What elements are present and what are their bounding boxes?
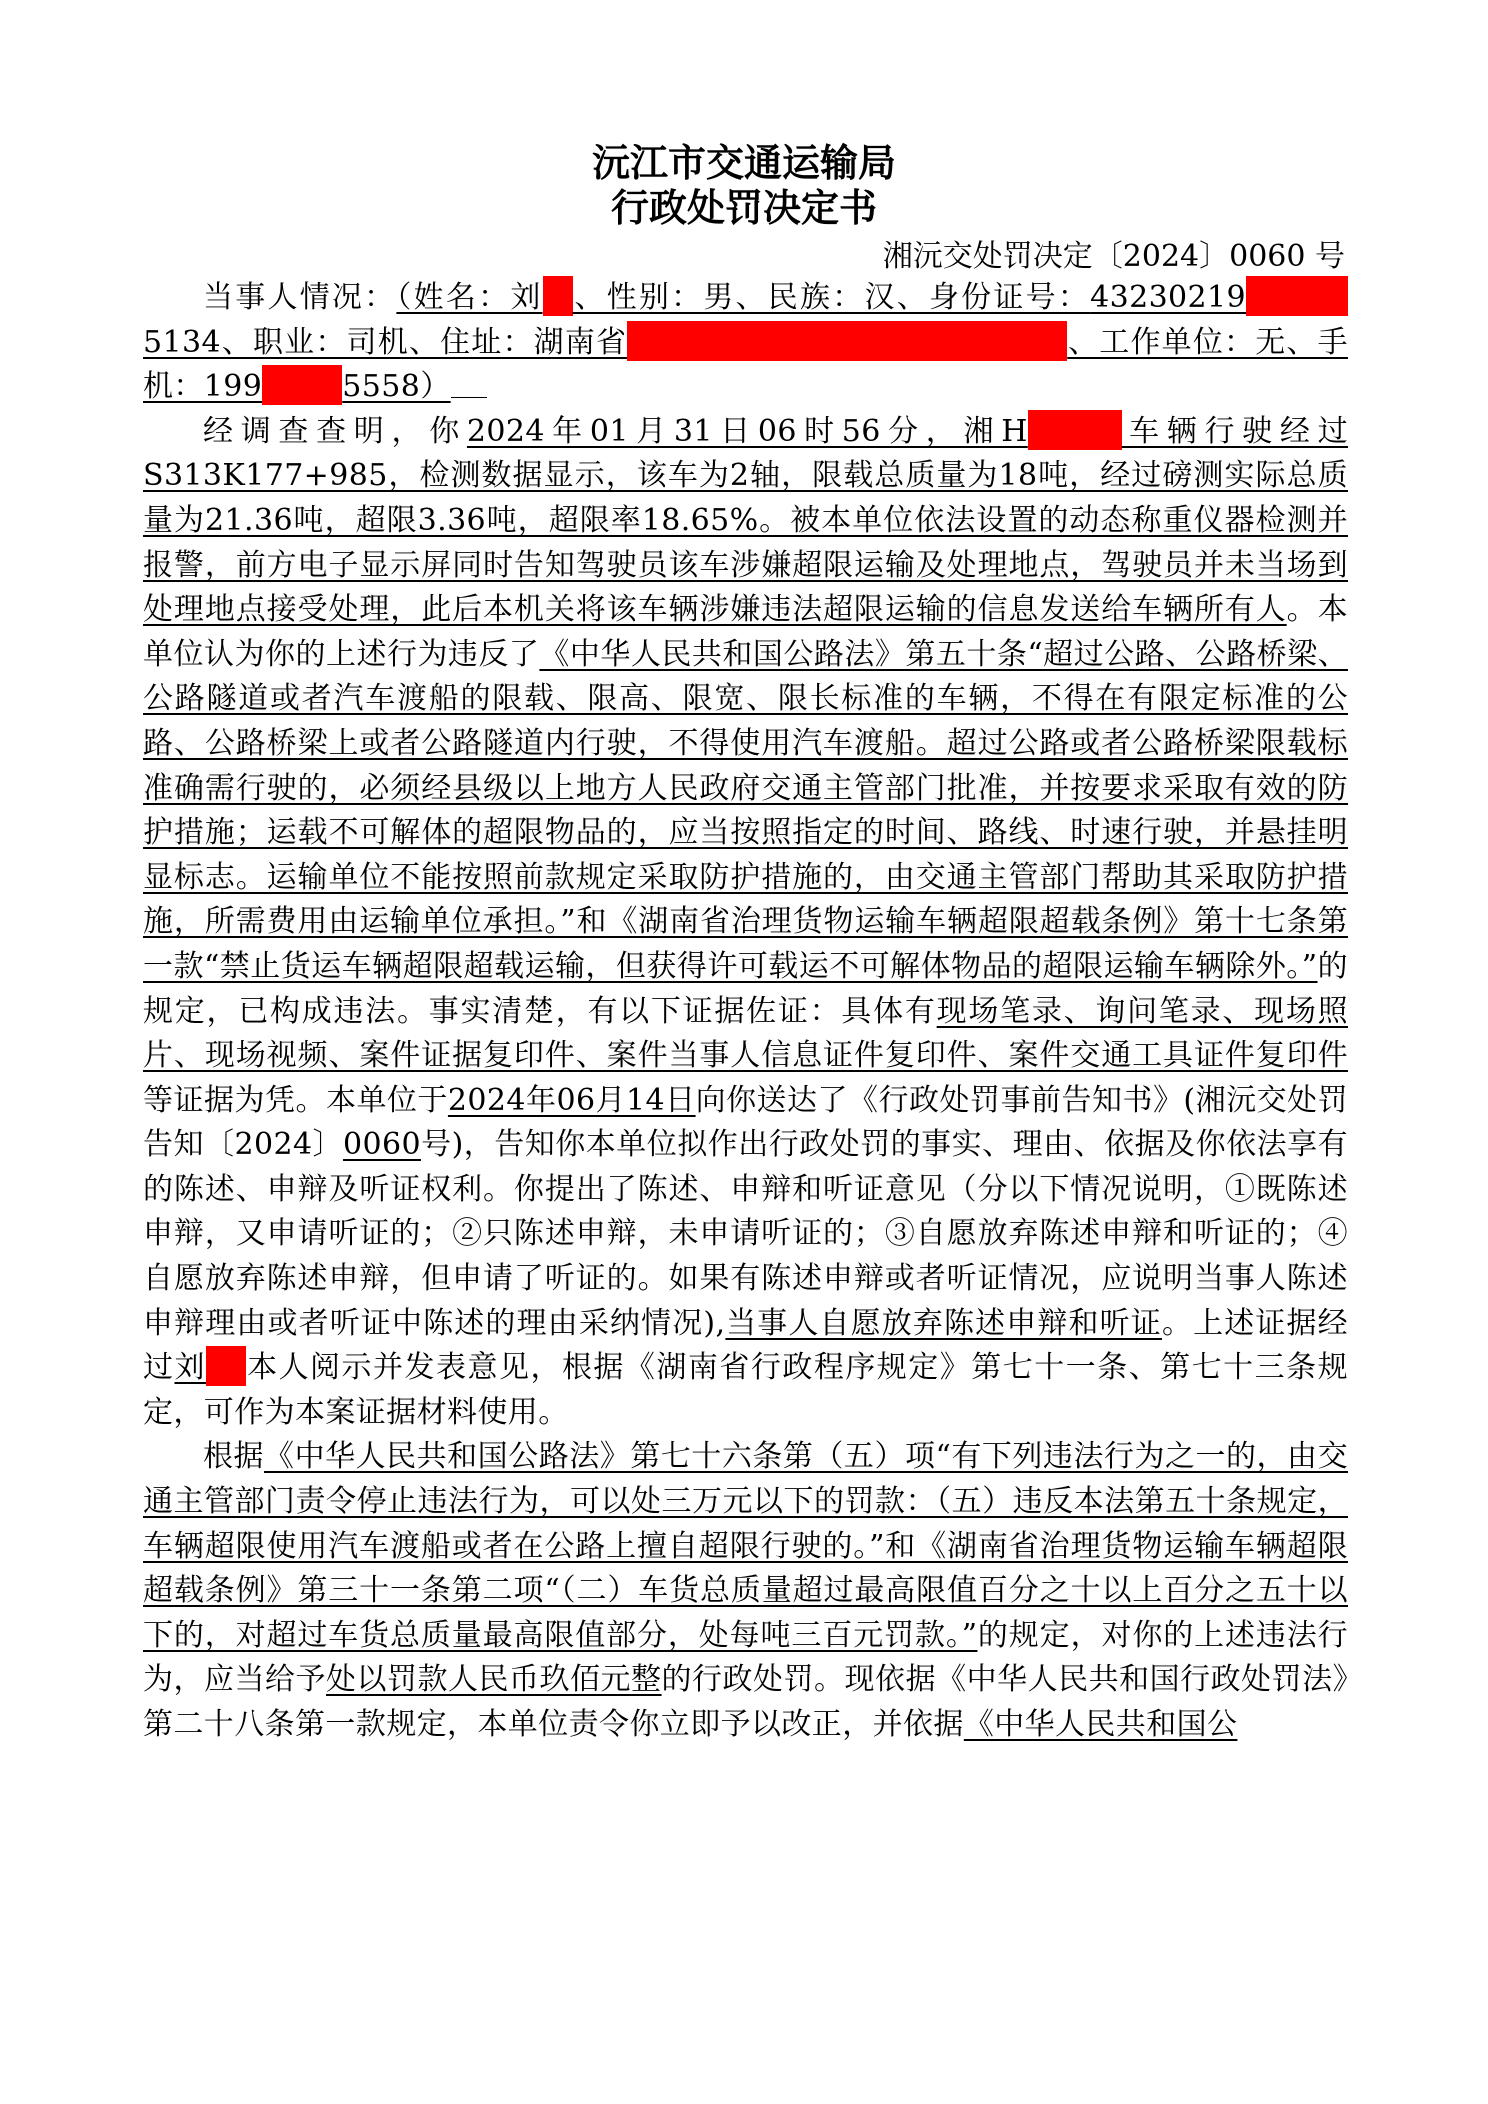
legal-citation: 《中华人民共和国公 — [963, 1707, 1238, 1742]
document-body — [143, 276, 1348, 1748]
issuer-title: 沅江市交通运输局 — [591, 140, 896, 185]
penalty-provisions: 《中华人民共和国公路法》第七十六条第（五）项“有下列违法行为之一的，由交通主管部门责令停止违法行为，可以处三万元以下的罚款：（五）违反本法第五十条规定，车辆超限使用汽车渡船或者在公路上擅自超限行驶的。”和《湖南省治理货物运输车辆超限超载条例》第三十一条第二项“（二）车货总质量超过最高限值百分之十以上百分之五十以下的，对超过车货总质量最高限值部分，处每吨三百元罚款。” — [143, 1439, 1348, 1653]
penalty-amount: 处以罚款人民币玖佰元整 — [326, 1662, 662, 1698]
redaction-block — [206, 1346, 246, 1386]
redaction-block — [262, 365, 342, 405]
evidence-list: 现场笔录、询问笔录、现场照片、现场视频、案件证据复印件、案件当事人信息证件复印件、案件交通工具证件复印件 — [143, 993, 1349, 1074]
document-title: 行政处罚决定书 — [610, 185, 877, 230]
violated-provisions: 《中华人民共和国公路法》第五十条“超过公路、公路桥梁、公路隧道或者汽车渡船的限载、限高、限宽、限长标准的车辆，不得在有限定标准的公路、公路桥梁上或者公路隧道内行驶，不得使用汽车渡船。超过公路或者公路桥梁限载标准确需行驶的，必须经县级以上地方人民政府交通主管部门批准，并按要求采取有效的防护措施；运载不可解体的超限物品的，应当按照指定的时间、路线、时速行驶，并悬挂明显标志。运输单位不能按照前款规定采取防护措施的，由交通主管部门帮助其采取防护措施，所需费用由运输单位承担。”和《湖南省治理货物运输车辆超限超载条例》第十七条第一款“禁止货运车辆超限超载运输，但获得许可载运不可解体物品的超限运输车辆除外。” — [143, 636, 1348, 984]
party-info-paragraph — [143, 276, 1348, 410]
notice-number: 0060 — [343, 1127, 421, 1163]
redaction-block — [543, 276, 573, 316]
reviewer-name: 刘 — [175, 1350, 247, 1385]
redaction-block — [1246, 276, 1348, 316]
redaction-block — [627, 321, 1067, 361]
statement-outcome: 当事人自愿放弃陈述申辩和听证 — [725, 1305, 1162, 1341]
party-details: （姓名：刘 、性别：男、民族：汉、身份证号：432302195134、职业：司机、住址：湖南省 、工作单位：无、手机：199 5558） — [143, 280, 1348, 404]
investigation-paragraph: 经调查查明，你2024年01月31日06时56分，湘H 车辆行驶经过S313K177+985，检测数据显示，该车为2轴，限载总质量为18吨，经过磅测实际总质量为21.36吨，超限3.36吨，超限率18.65%。被本单位依法设置的动态称重仪器检测并报警，前方电子显示屏同时告知驾驶员该车涉嫌超限运输及处理地点，驾驶员并未当场到处理地点接受处理，此后本机关将该车辆涉嫌违法超限运输的信息发送给车辆所有人。本单位认为你的上述行为违反了《中华人民共和国公路法》第五十条“超过公路、公路桥梁、公路隧道或者汽车渡船的限载、限高、限宽、限长标准的车辆，不得在有限定标准的公路、公路桥梁上或者公路隧道内行驶，不得使用汽车渡船。超过公路或者公路桥梁限载标准确需行驶的，必须经县级以上地方人民政府交通主管部门批准，并按要求采取有效的防护措施；运载不可解体的超限物品的，应当按照指定的时间、路线、时速行驶，并悬挂明显标志。运输单位不能按照前款规定采取防护措施的，由交通主管部门帮助其采取防护措施，所需费用由运输单位承担。”和《湖南省治理货物运输车辆超限超载条例》第十七条第一款“禁止货运车辆超限超载运输，但获得许可载运不可解体物品的超限运输车辆除外。”的规定，已构成违法。事实清楚，有以下证据佐证：具体有现场笔录、询问笔录、现场照片、现场视频、案件证据复印件、案件当事人信息证件复印件、案件交通工具证件复印件等证据为凭。本单位于2024年06月14日向你送达了《行政处罚事前告知书》(湘沅交处罚告知〔2024〕0060号)，告知你本单位拟作出行政处罚的事实、理由、依据及你依法享有的陈述、申辩及听证权利。你提出了陈述、申辩和听证意见（分以下情况说明，①既陈述申辩，又申请听证的；②只陈述申辩，未申请听证的；③自愿放弃陈述申辩和听证的；④自愿放弃陈述申辩，但申请了听证的。如果有陈述申辩或者听证情况，应说明当事人陈述申辩理由或者听证中陈述的理由采纳情况),当事人自愿放弃陈述申辩和听证。上述证据经过刘 本人阅示并发表意见，根据《湖南省行政程序规定》第七十一条、第七十三条规定，可作为本案证据材料使用。 — [143, 410, 1348, 1436]
party-label: 当事人情况： — [203, 280, 397, 315]
notice-date: 2024年06月14日 — [447, 1082, 696, 1118]
incident-details: 2024年01月31日06时56分，湘H 车辆行驶经过S313K177+985，检测数据显示，该车为2轴，限载总质量为18吨，经过磅测实际总质量为21.36吨，超限3.36吨，超限率18.65%。被本单位依法设置的动态称重仪器检测并报警，前方电子显示屏同时告知驾驶员该车涉嫌超限运输及处理地点，驾驶员并未当场到处理地点接受处理，此后本机关将该车辆涉嫌违法超限运输的信息发送给车辆所有人 — [143, 414, 1348, 627]
document-number: 湘沅交处罚决定〔2024〕0060 号 — [882, 239, 1345, 274]
redaction-block — [1028, 410, 1122, 450]
penalty-basis-paragraph: 根据《中华人民共和国公路法》第七十六条第（五）项“有下列违法行为之一的，由交通主管部门责令停止违法行为，可以处三万元以下的罚款：（五）违反本法第五十条规定，车辆超限使用汽车渡船或者在公路上擅自超限行驶的。”和《湖南省治理货物运输车辆超限超载条例》第三十一条第二项“（二）车货总质量超过最高限值百分之十以上百分之五十以下的，对超过车货总质量最高限值部分，处每吨三百元罚款。”的规定，对你的上述违法行为，应当给予处以罚款人民币玖佰元整的行政处罚。现依据《中华人民共和国行政处罚法》第二十八条第一款规定，本单位责令你立即予以改正，并依据《中华人民共和国公 — [143, 1439, 1348, 1742]
